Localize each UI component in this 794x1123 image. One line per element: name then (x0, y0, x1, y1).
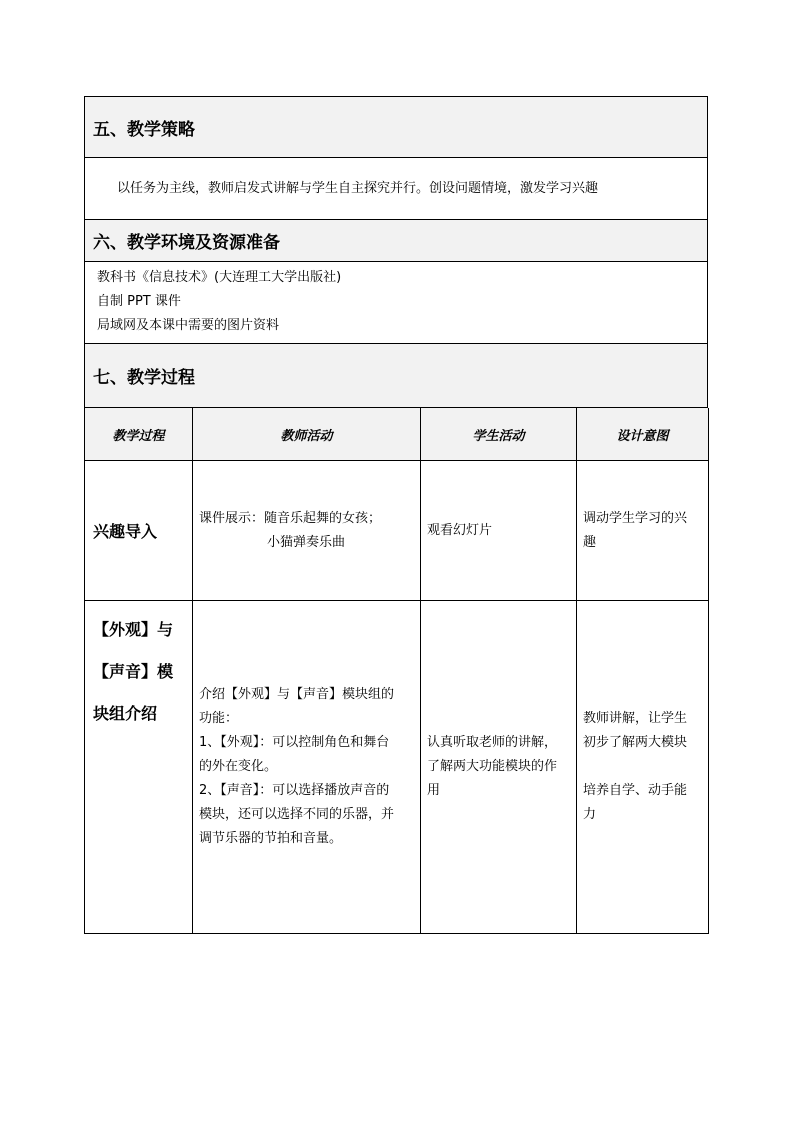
intent-cell (577, 461, 709, 601)
teacher-line: 的外在变化。 (199, 759, 278, 774)
lesson-plan (84, 96, 708, 934)
stage-cell (85, 461, 193, 601)
stage-line: 块组介绍 (93, 704, 158, 723)
resource-item: 教科书《信息技术》(大连理工大学出版社) (97, 270, 342, 285)
section6-heading (84, 220, 708, 262)
teacher-line: 调节乐器的节拍和音量。 (199, 831, 343, 846)
process-table (84, 408, 709, 934)
teacher-cell (193, 601, 421, 934)
section7-heading (84, 344, 708, 408)
student-line: 用 (427, 783, 441, 798)
intent-line: 力 (583, 807, 597, 822)
section6-title: 六、教学环境及资源准备 (93, 233, 280, 253)
header-student: 学生活动 (421, 408, 577, 461)
intent-line: 调动学生学习的兴 (583, 510, 688, 526)
intent-line: 培养自学、动手能 (583, 783, 688, 798)
section5-heading (84, 96, 708, 158)
stage-cell (85, 601, 193, 934)
stage-line: 【声音】模 (93, 662, 174, 681)
teacher-cell (193, 461, 421, 601)
teacher-line: 介绍【外观】与【声音】模块组的 (199, 687, 395, 702)
header-stage: 教学过程 (85, 408, 193, 461)
header-intent: 设计意图 (577, 408, 709, 461)
section7-title: 七、教学过程 (93, 368, 195, 388)
resource-item: 自制 PPT 课件 (97, 294, 181, 309)
table-header-row (85, 408, 709, 461)
resource-item: 局域网及本课中需要的图片资料 (97, 318, 280, 333)
teacher-line: 小猫弹奏乐曲 (267, 534, 346, 550)
stage-label: 兴趣导入 (93, 522, 158, 541)
teacher-line: 模块，还可以选择不同的乐器，并 (199, 807, 395, 822)
table-row (85, 461, 709, 601)
intent-line: 教师讲解，让学生 (583, 711, 688, 726)
stage-line: 【外观】与 (93, 620, 174, 639)
section5-content (84, 158, 708, 220)
intent-spacer (583, 755, 702, 779)
intent-line: 趣 (583, 534, 597, 550)
teacher-line: 1、【外观】：可以控制角色和舞台 (199, 735, 390, 750)
student-text: 观看幻灯片 (427, 522, 493, 538)
teacher-line: 课件展示：随音乐起舞的女孩； (199, 510, 382, 526)
section5-text: 以任务为主线，教师启发式讲解与学生自主探究并行。创设问题情境，激发学习兴趣 (117, 180, 599, 196)
table-row (85, 601, 709, 934)
student-line: 了解两大功能模块的作 (427, 759, 558, 774)
teacher-line: 2、【声音】：可以选择播放声音的 (199, 783, 390, 798)
student-cell (421, 601, 577, 934)
student-cell (421, 461, 577, 601)
header-teacher: 教师活动 (193, 408, 421, 461)
section5-title: 五、教学策略 (93, 119, 195, 140)
teacher-line: 功能： (199, 711, 239, 726)
intent-line: 初步了解两大模块 (583, 735, 688, 750)
intent-cell (577, 601, 709, 934)
student-line: 认真听取老师的讲解， (427, 735, 558, 750)
section6-content (84, 262, 708, 344)
